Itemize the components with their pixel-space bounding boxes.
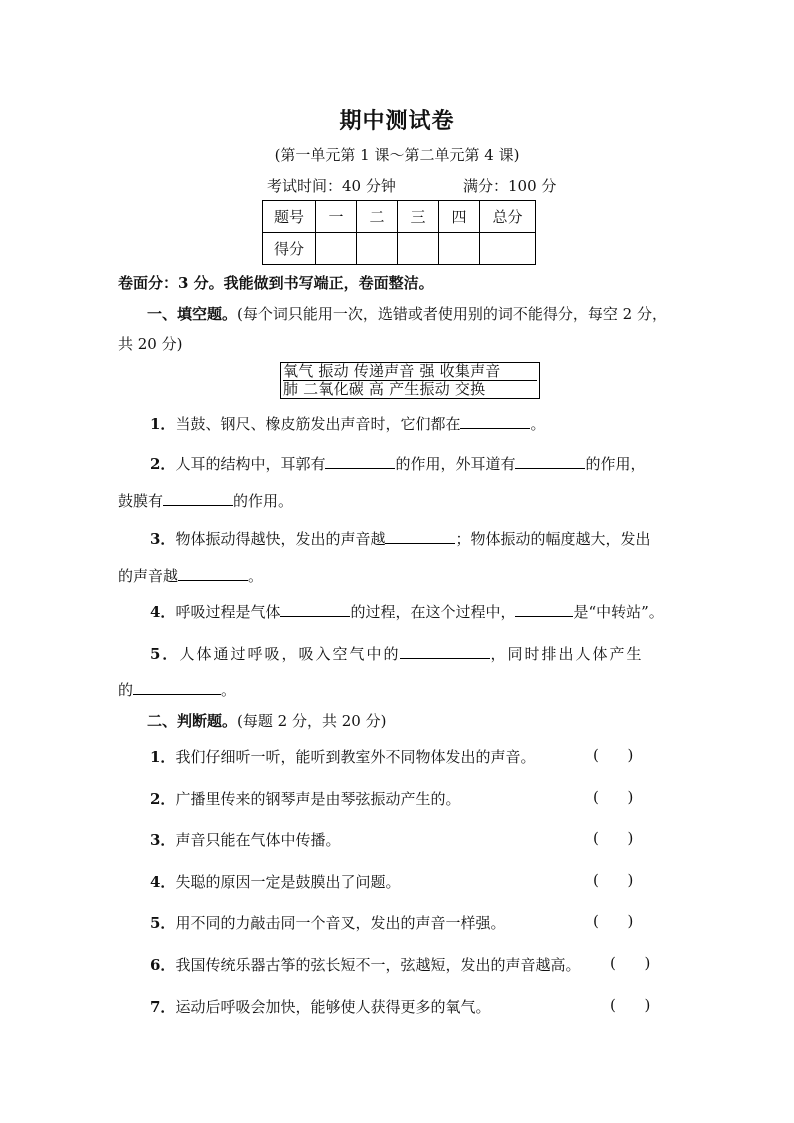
answer-parentheses[interactable]: ( ) <box>593 829 634 847</box>
score-table-cell: 三 <box>398 201 439 233</box>
score-row-label: 得分 <box>263 233 316 265</box>
question-number: 1． <box>150 415 176 433</box>
score-table-cell: 四 <box>439 201 480 233</box>
answer-blank[interactable] <box>515 602 573 617</box>
score-cell[interactable] <box>357 233 398 265</box>
question-text: 的 <box>118 681 134 699</box>
answer-blank[interactable] <box>163 491 233 506</box>
question-text: 的过程，在这个过程中， <box>350 603 516 621</box>
question-text: 是“中转站”。 <box>573 603 664 621</box>
question-text: 。 <box>248 567 264 585</box>
answer-blank[interactable] <box>178 566 248 581</box>
fill-question-2-cont <box>118 490 293 511</box>
fill-question-1 <box>150 413 545 434</box>
score-cell[interactable] <box>398 233 439 265</box>
question-number: 5． <box>150 645 180 663</box>
fill-question-2 <box>150 453 645 474</box>
question-text: 的作用， <box>585 455 646 473</box>
score-cell[interactable] <box>480 233 536 265</box>
fill-question-5 <box>150 643 643 664</box>
question-text: 我国传统乐器古筝的弦长短不一，弦越短，发出的声音越高。 <box>175 956 581 974</box>
fill-question-5-cont <box>118 679 236 700</box>
answer-parentheses[interactable]: ( ) <box>593 871 634 889</box>
question-text: 人体通过呼吸，吸入空气中的 <box>179 645 401 663</box>
exam-scope: (第一单元第 1 课～第二单元第 4 课) <box>274 146 520 164</box>
question-text: 声音只能在气体中传播。 <box>175 831 341 849</box>
fill-question-3-cont <box>118 565 263 586</box>
answer-blank[interactable] <box>325 454 395 469</box>
score-table-cell: 总分 <box>480 201 536 233</box>
section2-header <box>147 710 386 731</box>
section1-header <box>147 303 667 324</box>
answer-parentheses[interactable]: ( ) <box>610 954 651 972</box>
question-text: 人耳的结构中，耳郭有 <box>175 455 326 473</box>
score-cell[interactable] <box>316 233 357 265</box>
question-text: 当鼓、钢尺、橡皮筋发出声音时，它们都在 <box>175 415 461 433</box>
question-text: 运动后呼吸会加快，能够使人获得更多的氧气。 <box>175 998 491 1016</box>
question-text: 呼吸过程是气体 <box>175 603 281 621</box>
question-text: 广播里传来的钢琴声是由琴弦振动产生的。 <box>175 790 461 808</box>
question-text: 。 <box>530 415 546 433</box>
judge-question-5 <box>150 912 505 933</box>
answer-parentheses[interactable]: ( ) <box>593 912 634 930</box>
answer-blank[interactable] <box>515 454 585 469</box>
question-text: 的声音越 <box>118 567 179 585</box>
answer-parentheses[interactable]: ( ) <box>610 996 651 1014</box>
section2-heading: 二、判断题。 <box>147 712 238 730</box>
section1-instructions-cont: 共 20 分) <box>118 335 183 353</box>
question-number: 3． <box>150 530 176 548</box>
section2-instructions: (每题 2 分，共 20 分) <box>237 712 387 730</box>
question-number: 4． <box>150 873 176 891</box>
judge-question-7 <box>150 996 490 1017</box>
question-text: 的作用，外耳道有 <box>395 455 516 473</box>
question-text: 。 <box>221 681 237 699</box>
score-table-cell: 一 <box>316 201 357 233</box>
fill-question-4 <box>150 601 664 622</box>
judge-question-4 <box>150 871 400 892</box>
question-number: 4． <box>150 603 176 621</box>
section1-instructions: (每个词只能用一次，选错或者使用别的词不能得分，每空 2 分， <box>237 305 667 323</box>
answer-blank[interactable] <box>400 644 490 659</box>
answer-parentheses[interactable]: ( ) <box>593 746 634 764</box>
full-score: 满分：100 分 <box>463 177 557 195</box>
question-text: 鼓膜有 <box>118 492 164 510</box>
question-text: 失聪的原因一定是鼓膜出了问题。 <box>175 873 401 891</box>
answer-blank[interactable] <box>133 680 221 695</box>
neatness-note: 卷面分：3 分。我能做到书写端正，卷面整洁。 <box>118 274 434 292</box>
answer-blank[interactable] <box>385 529 455 544</box>
word-bank <box>280 362 540 399</box>
question-number: 5． <box>150 914 176 932</box>
question-text: ，同时排出人体产生 <box>490 645 644 663</box>
section1-heading: 一、填空题。 <box>147 305 238 323</box>
fill-question-3 <box>150 528 650 549</box>
question-text: 物体振动得越快，发出的声音越 <box>175 530 386 548</box>
exam-time: 考试时间：40 分钟 <box>267 177 396 195</box>
question-text: 的作用。 <box>233 492 294 510</box>
judge-question-3 <box>150 829 340 850</box>
answer-blank[interactable] <box>280 602 350 617</box>
question-text: ；物体振动的幅度越大，发出 <box>455 530 651 548</box>
answer-parentheses[interactable]: ( ) <box>593 788 634 806</box>
score-table <box>262 200 536 265</box>
judge-question-1 <box>150 746 535 767</box>
question-number: 2． <box>150 455 176 473</box>
question-text: 我们仔细听一听，能听到教室外不同物体发出的声音。 <box>175 748 536 766</box>
question-number: 6． <box>150 956 176 974</box>
question-number: 3． <box>150 831 176 849</box>
question-text: 用不同的力敲击同一个音叉，发出的声音一样强。 <box>175 914 506 932</box>
judge-question-2 <box>150 788 460 809</box>
score-table-header-row <box>263 201 536 233</box>
word-bank-row: 肺 二氧化碳 高 产生振动 交换 <box>283 380 537 398</box>
score-table-cell: 题号 <box>263 201 316 233</box>
question-number: 7． <box>150 998 176 1016</box>
score-cell[interactable] <box>439 233 480 265</box>
word-bank-row: 氧气 振动 传递声音 强 收集声音 <box>283 362 501 380</box>
answer-blank[interactable] <box>460 414 530 429</box>
exam-title: 期中测试卷 <box>339 108 455 134</box>
question-number: 2． <box>150 790 176 808</box>
score-table-score-row <box>263 233 536 265</box>
question-number: 1． <box>150 748 176 766</box>
judge-question-6 <box>150 954 580 975</box>
score-table-cell: 二 <box>357 201 398 233</box>
